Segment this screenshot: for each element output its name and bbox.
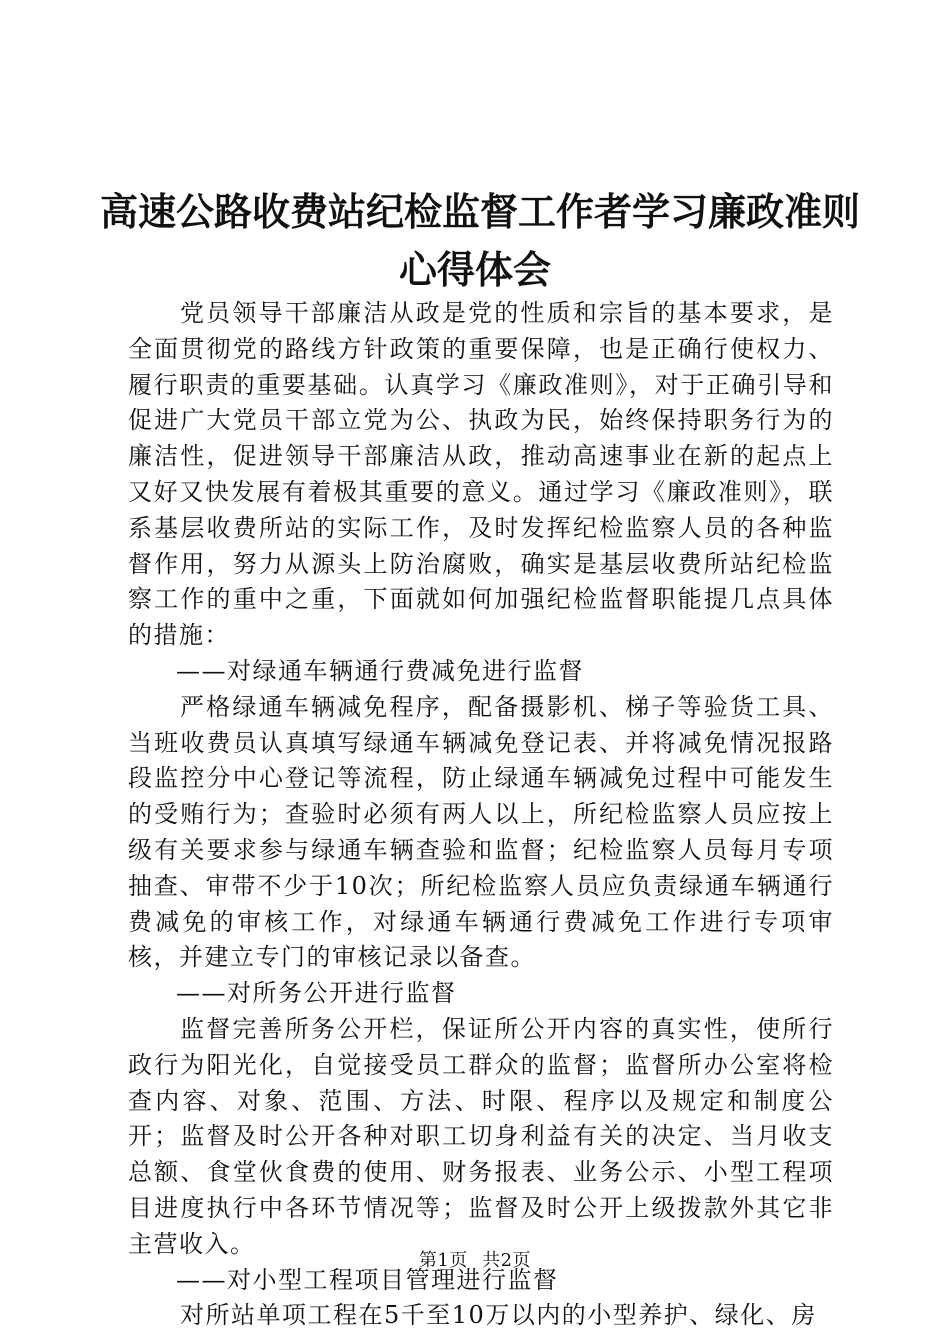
document-body	[128, 296, 834, 1334]
page-number-total: 共2页	[482, 1250, 532, 1271]
section-heading-small-projects: ——对小型工程项目管理进行监督	[176, 1265, 559, 1294]
paragraph-affairs-disclosure: 监督完善所务公开栏，保证所公开内容的真实性，使所行政行为阳光化，自觉接受员工群众的监督；监督所办公室将检查内容、对象、范围、方法、时限、程序以及规定和制度公开；监督及时公开各种对职工切身利益有关的决定、当月收支总额、食堂伙食费的使用、财务报表、业务公示、小型工程项目进度执行中各环节情况等；监督及时公开上级拨款外其它非主营收入。	[128, 1014, 834, 1258]
page-title-line-2: 心得体会	[398, 248, 551, 292]
paragraph-green-channel: 严格绿通车辆减免程序，配备摄影机、梯子等验货工具、当班收费员认真填写绿通车辆减免登记表、并将减免情况报路段监控分中心登记等流程，防止绿通车辆减免过程中可能发生的受贿行为；查验时必须有两人以上，所纪检监察人员应按上级有关要求参与绿通车辆查验和监督；纪检监察人员每月专项抽查、审带不少于10次；所纪检监察人员应负责绿通车辆通行费减免的审核工作，对绿通车辆通行费减免工作进行专项审核，并建立专门的审核记录以备查。	[128, 692, 834, 972]
paragraph-intro: 党员领导干部廉洁从政是党的性质和宗旨的基本要求，是全面贯彻党的路线方针政策的重要保障，也是正确行使权力、履行职责的重要基础。认真学习《廉政准则》，对于正确引导和促进广大党员干部立党为公、执政为民，始终保持职务行为的廉洁性，促进领导干部廉洁从政，推动高速事业在新的起点上又好又快发展有着极其重要的意义。通过学习《廉政准则》，联系基层收费所站的实际工作，及时发挥纪检监察人员的各种监督作用，努力从源头上防治腐败，确实是基层收费所站纪检监察工作的重中之重，下面就如何加强纪检监督职能提几点具体的措施：	[128, 299, 834, 650]
page-title-line-1: 高速公路收费站纪检监督工作者学习廉政准则	[100, 190, 861, 234]
page-number-current: 第1页	[418, 1250, 468, 1271]
page-footer	[0, 1246, 950, 1272]
section-heading-affairs-disclosure: ——对所务公开进行监督	[176, 979, 457, 1008]
section-heading-green-channel: ——对绿通车辆通行费减免进行监督	[176, 656, 584, 685]
paragraph-small-projects: 对所站单项工程在5千至10万以内的小型养护、绿化、房	[180, 1301, 817, 1330]
